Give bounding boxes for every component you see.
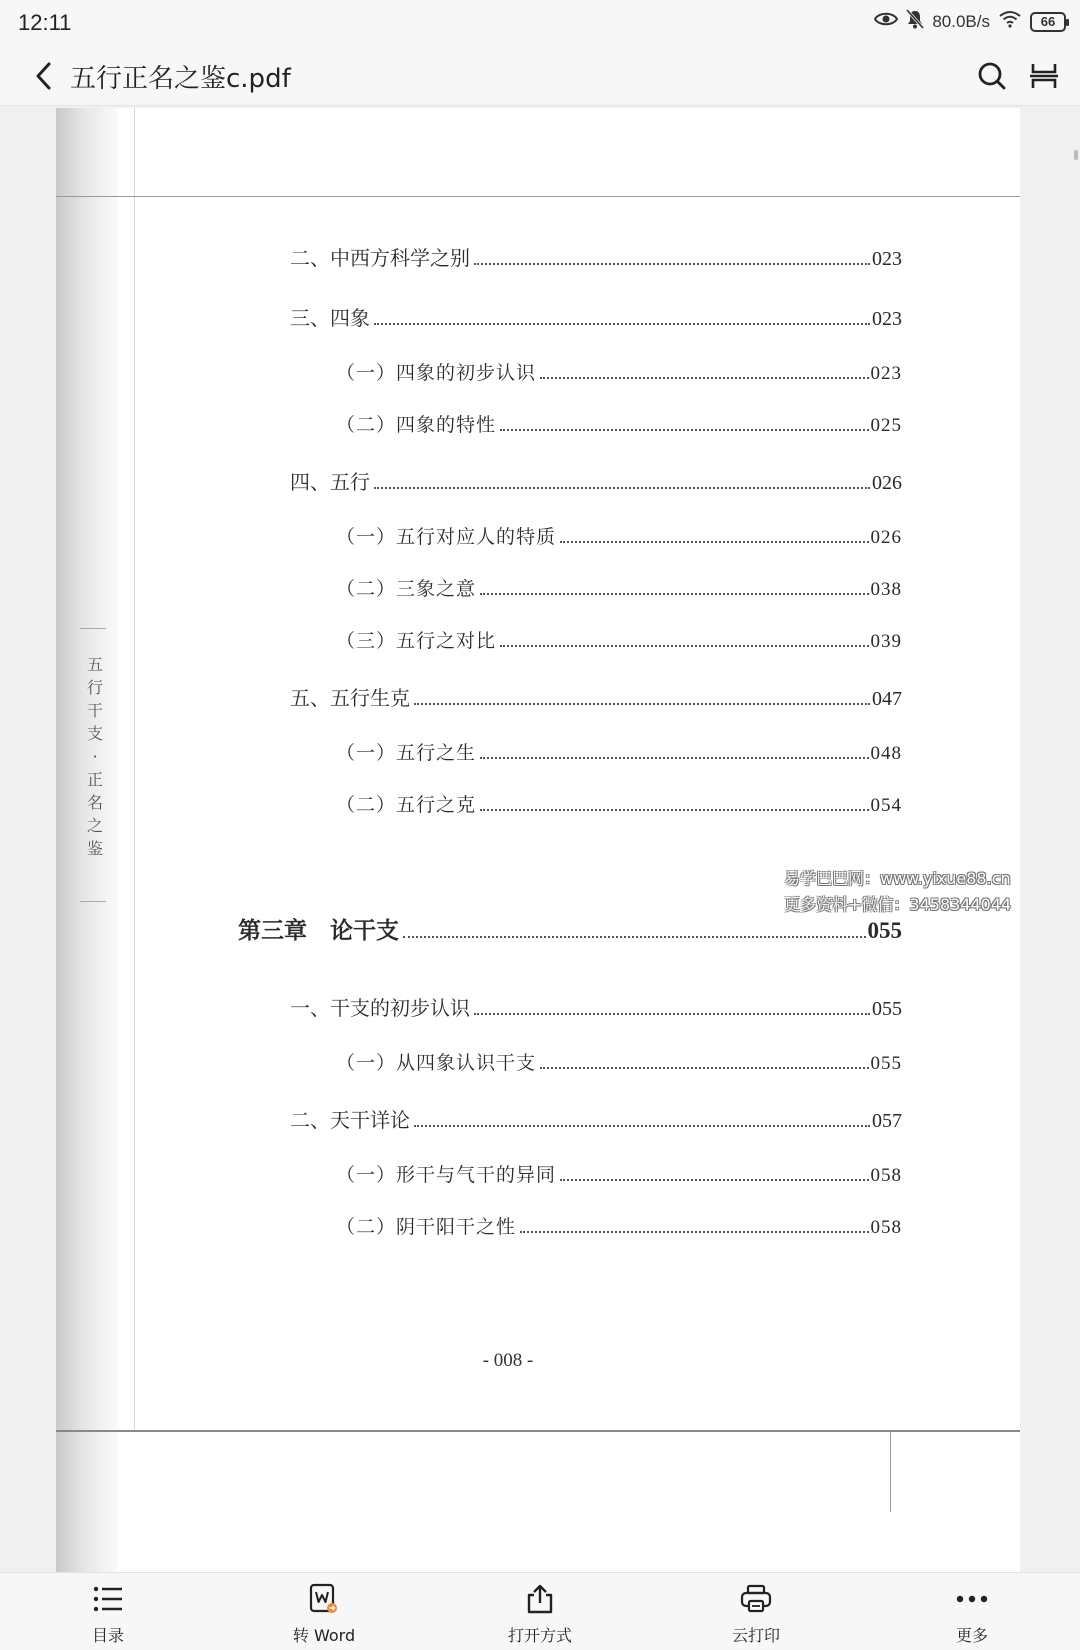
more-button[interactable] bbox=[864, 1573, 1080, 1650]
toc-entry[interactable]: （一）五行对应人的特质 026 bbox=[336, 526, 902, 548]
search-icon bbox=[977, 61, 1007, 91]
cloud-print-button[interactable] bbox=[648, 1573, 864, 1650]
document-toolbar bbox=[0, 44, 1080, 106]
page-scroll-icon bbox=[1030, 62, 1058, 90]
toc-entry[interactable]: 二、中西方科学之别 023 bbox=[290, 246, 902, 270]
bottom-action-bar bbox=[0, 1572, 1080, 1650]
eye-icon bbox=[874, 11, 898, 32]
page-gutter-shadow bbox=[56, 1432, 118, 1572]
document-viewport[interactable] bbox=[0, 106, 1080, 1572]
toc-entry[interactable]: （三）五行之对比 039 bbox=[336, 630, 902, 652]
scroll-mode-button[interactable] bbox=[1024, 56, 1064, 96]
net-speed: 80.0B/s bbox=[932, 11, 990, 31]
toc-entry[interactable]: （二）阴干阳干之性 058 bbox=[336, 1216, 902, 1238]
chevron-left-icon bbox=[33, 61, 55, 91]
back-button[interactable] bbox=[24, 56, 64, 96]
spine-char: 正 bbox=[86, 770, 103, 789]
to-word-label: 转 Word bbox=[292, 1626, 356, 1645]
scrollbar-thumb[interactable] bbox=[1074, 150, 1078, 160]
toc-entry[interactable]: （一）从四象认识干支 055 bbox=[336, 1052, 902, 1074]
toc-entry[interactable]: 一、干支的初步认识 055 bbox=[290, 996, 902, 1020]
to-word-button[interactable] bbox=[216, 1573, 432, 1650]
toc-entry[interactable]: （一）形干与气干的异同 058 bbox=[336, 1164, 902, 1186]
page-number: - 008 - bbox=[482, 1350, 534, 1371]
watermark-line: 更多资料+微信：3458344044 bbox=[784, 895, 1012, 914]
toc-entry[interactable]: （二）四象的特性 025 bbox=[336, 414, 902, 436]
toc-entry[interactable]: 二、天干详论 057 bbox=[290, 1108, 902, 1132]
document-title: 五行正名之鉴c.pdf bbox=[70, 64, 291, 94]
word-convert-icon bbox=[306, 1581, 342, 1617]
toc-entry[interactable]: （一）四象的初步认识 023 bbox=[336, 362, 902, 384]
toc-entry[interactable]: 四、五行 026 bbox=[290, 470, 902, 494]
status-bar bbox=[0, 0, 1080, 44]
contents-label: 目录 bbox=[91, 1626, 124, 1645]
spine-rule-top bbox=[80, 628, 106, 629]
page-rule bbox=[890, 1432, 891, 1512]
toc-entry[interactable]: 三、四象 023 bbox=[290, 306, 902, 330]
open-with-label: 打开方式 bbox=[507, 1626, 572, 1645]
spine-title bbox=[80, 653, 110, 860]
cloud-print-label: 云打印 bbox=[731, 1626, 780, 1645]
more-dots-icon bbox=[954, 1581, 990, 1617]
spine-char: · bbox=[92, 747, 98, 766]
search-button[interactable] bbox=[972, 56, 1012, 96]
list-icon bbox=[90, 1581, 126, 1617]
spine-rule-bottom bbox=[80, 901, 106, 902]
toc-entry[interactable]: （二）五行之克 054 bbox=[336, 794, 902, 816]
toc-chapter-entry[interactable]: 第三章 论干支 055 bbox=[238, 917, 902, 944]
page-margin-line bbox=[134, 108, 135, 1496]
toc-entry[interactable]: 五、五行生克 047 bbox=[290, 686, 902, 710]
spine-char: 名 bbox=[86, 793, 103, 812]
contents-button[interactable] bbox=[0, 1573, 216, 1650]
status-time: 12:11 bbox=[18, 10, 72, 35]
spine-char: 之 bbox=[86, 816, 103, 835]
toc-entry[interactable]: （一）五行之生 048 bbox=[336, 742, 902, 764]
more-label: 更多 bbox=[955, 1626, 988, 1645]
spine-char: 干 bbox=[86, 701, 103, 720]
status-icons bbox=[874, 9, 1066, 34]
wifi-icon bbox=[998, 10, 1022, 33]
toc-entry[interactable]: （二）三象之意 038 bbox=[336, 578, 902, 600]
spine-char: 行 bbox=[86, 678, 103, 697]
spine-char: 五 bbox=[86, 655, 103, 674]
mute-bell-icon bbox=[906, 9, 924, 34]
spine-char: 鉴 bbox=[86, 839, 103, 858]
pdf-page bbox=[56, 108, 1020, 1496]
printer-icon bbox=[738, 1581, 774, 1617]
page-header-rule bbox=[56, 196, 1020, 197]
spine-char: 支 bbox=[86, 724, 103, 743]
watermark-line: 易学巴巴网：www.yixue88.cn bbox=[784, 869, 1011, 888]
battery-icon: 66 bbox=[1030, 12, 1066, 32]
watermark bbox=[784, 866, 1011, 918]
next-pdf-page bbox=[56, 1430, 1020, 1572]
share-upload-icon bbox=[522, 1581, 558, 1617]
open-with-button[interactable] bbox=[432, 1573, 648, 1650]
